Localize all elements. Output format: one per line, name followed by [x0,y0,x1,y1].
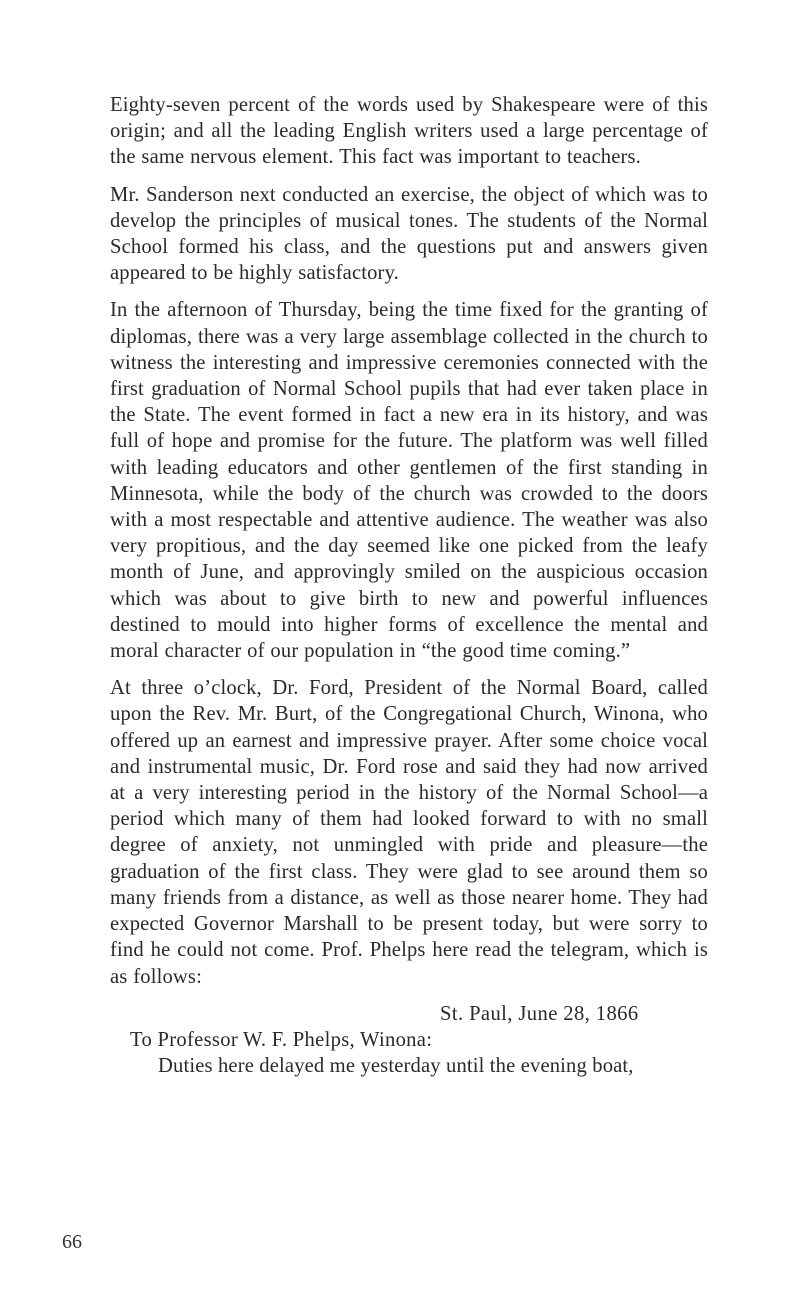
page-number: 66 [62,1231,82,1253]
telegram-letter [110,1001,708,1080]
paragraph-thursday-afternoon: In the afternoon of Thursday, being the time fixed for the granting of diplomas, there was a very large assemblage collected in the church to witness the interesting and impressive ceremonies connected with the first graduation of Normal School pupils that had ever taken place in the State. The event formed in fact a new era in its history, and was full of hope and promise for the future. The platform was well filled with leading educators and other gentlemen of the first standing in Minnesota, while the body of the church was crowded to the doors with a most respectable and attentive audience. The weather was also very propitious, and the day seemed like one picked from the leafy month of June, and approvingly smiled on the auspicious occasion which was about to give birth to new and powerful influences destined to mould into higher forms of excellence the mental and moral character of our population in “the good time coming.” [110,299,708,663]
letter-dateline: St. Paul, June 28, 1866 [440,1002,639,1025]
paragraph-shakespeare: Eighty-seven percent of the words used by Shakespeare were of this origin; and all the leading English writers used a large percentage of the same nervous element. This fact was important to teachers. [110,94,708,169]
paragraph-three-oclock: At three o’clock, Dr. Ford, President of the Normal Board, called upon the Rev. Mr. Burt, of the Congregational Church, Winona, who offered up an earnest and impressive prayer. After some choice vocal and instrumental music, Dr. Ford rose and said they had now arrived at a very interesting period in the history of the Normal School—a period which many of them had looked forward to with no small degree of anxiety, not unmingled with pride and pleasure—the graduation of the first class. They were glad to see around them so many friends from a distance, as well as those nearer home. They had expected Governor Marshall to be present today, but were sorry to find he could not come. Prof. Phelps here read the telegram, which is as follows: [110,677,708,988]
page-text-block [110,92,708,1079]
paragraph-sanderson: Mr. Sanderson next conducted an exercise, the object of which was to develop the principles of musical tones. The students of the Normal School formed his class, and the questions put and answers given appeared to be highly satisfactory. [110,183,708,285]
letter-first-line: Duties here delayed me yesterday until the evening boat, [158,1055,634,1078]
letter-salutation: To Professor W. F. Phelps, Winona: [130,1028,433,1051]
